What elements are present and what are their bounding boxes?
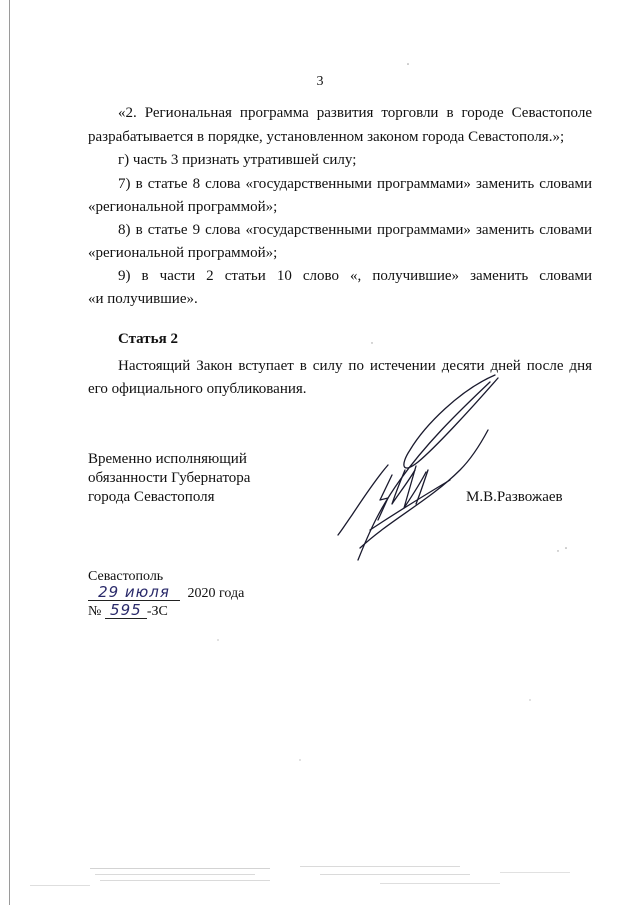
footer-year: 2020 года	[187, 586, 245, 601]
paragraph-line: 9) в части 2 статьи 10 слово «, получившие» заменить словами	[118, 268, 592, 284]
paragraph-line: «региональной программой»;	[88, 199, 278, 215]
paragraph-line: разрабатывается в порядке, установленном законом города Севастополя.»;	[88, 129, 565, 145]
paragraph-line: 8) в статье 9 слова «государственными программами» заменить словами	[118, 222, 592, 238]
footer-city: Севастополь	[88, 569, 164, 584]
page-number: 3	[316, 74, 324, 89]
number-sign: №	[88, 604, 102, 619]
handwritten-number: 595	[105, 603, 147, 619]
article-text-line: его официального опубликования.	[88, 381, 307, 397]
signatory-title-line: Временно исполняющий	[88, 451, 247, 467]
paragraph-line: «2. Региональная программа развития торговли в городе Севастополе	[118, 105, 592, 121]
paragraph-line: «и получившие».	[88, 291, 198, 307]
signatory-name: М.В.Развожаев	[466, 489, 563, 505]
signatory-title-line: города Севастополя	[88, 489, 215, 505]
paragraph-line: 7) в статье 8 слова «государственными программами» заменить словами	[118, 176, 592, 192]
paragraph-line: «региональной программой»;	[88, 245, 278, 261]
article-text-line: Настоящий Закон вступает в силу по истечении десяти дней после дня	[118, 358, 592, 374]
article-heading: Статья 2	[118, 331, 178, 347]
number-suffix: -ЗС	[146, 604, 168, 619]
signatory-title-line: обязанности Губернатора	[88, 470, 251, 486]
paragraph-line: г) часть 3 признать утратившей силу;	[118, 152, 357, 168]
handwritten-date: 29 июля	[88, 585, 180, 601]
